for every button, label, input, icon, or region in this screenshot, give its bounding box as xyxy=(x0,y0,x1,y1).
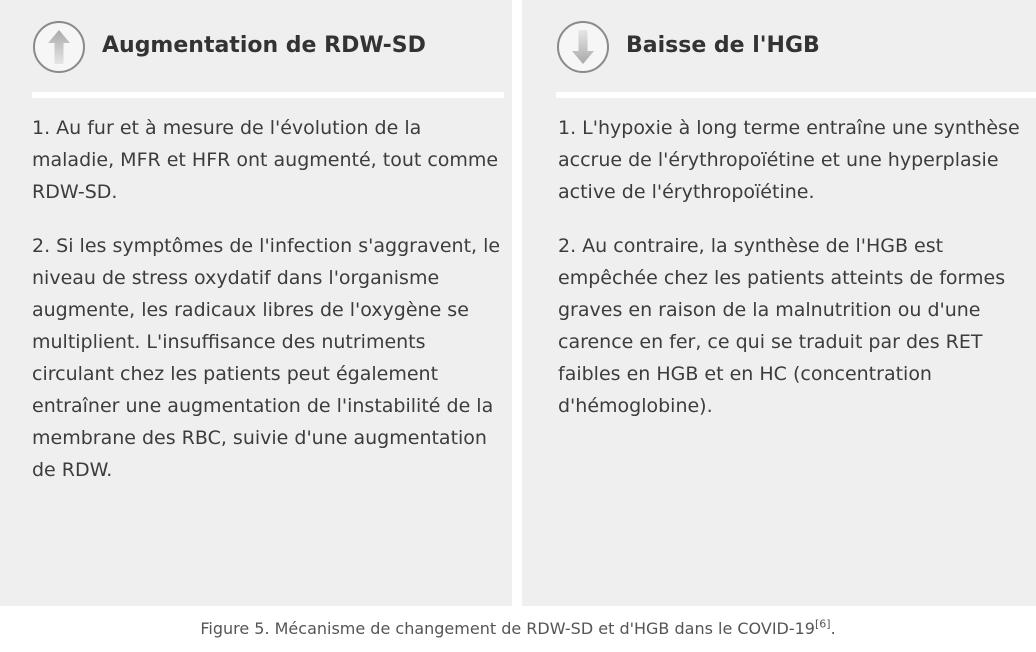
hgb-panel-header xyxy=(556,20,1036,96)
rdw-sd-body xyxy=(32,112,504,508)
caption-period: . xyxy=(830,619,836,638)
rdw-sd-paragraph-2: 2. Si les symptômes de l'infection s'aggravent, le niveau de stress oxydatif dans l'organisme augmente, les radicaux libres de l'oxygène se multiplient. L'insuffisance des nutriments circulant chez les patients peut également entraîner une augmentation de l'instabilité de la membrane des RBC, suivie d'une augmentation de RDW. xyxy=(32,235,501,481)
down-arrow-circle-icon xyxy=(556,20,610,74)
rdw-sd-paragraph-1: 1. Au fur et à mesure de l'évolution de la maladie, MFR et HFR ont augmenté, tout comme RDW-SD. xyxy=(32,117,499,203)
caption-text: Figure 5. Mécanisme de changement de RDW-SD et d'HGB dans le COVID-19 xyxy=(200,619,815,638)
rdw-sd-title: Augmentation de RDW-SD xyxy=(102,33,426,58)
up-arrow-circle-icon xyxy=(32,20,86,74)
hgb-title: Baisse de l'HGB xyxy=(626,33,820,58)
hgb-body xyxy=(558,112,1028,444)
caption-reference: [6] xyxy=(814,617,831,631)
hgb-divider xyxy=(556,92,1036,98)
rdw-sd-panel xyxy=(0,0,512,606)
hgb-panel xyxy=(522,0,1036,606)
rdw-sd-divider xyxy=(32,92,504,98)
hgb-paragraph-2: 2. Au contraire, la synthèse de l'HGB est empêchée chez les patients atteints de formes graves en raison de la malnutrition ou d'une carence en fer, ce qui se traduit par des RET faibles en HGB et en HC (concentration d'hémoglobine). xyxy=(558,235,1006,417)
figure-caption xyxy=(0,618,1036,640)
rdw-sd-panel-header xyxy=(32,20,504,96)
hgb-paragraph-1: 1. L'hypoxie à long terme entraîne une synthèse accrue de l'érythropoïétine et une hyperplasie active de l'érythropoïétine. xyxy=(558,117,1020,203)
